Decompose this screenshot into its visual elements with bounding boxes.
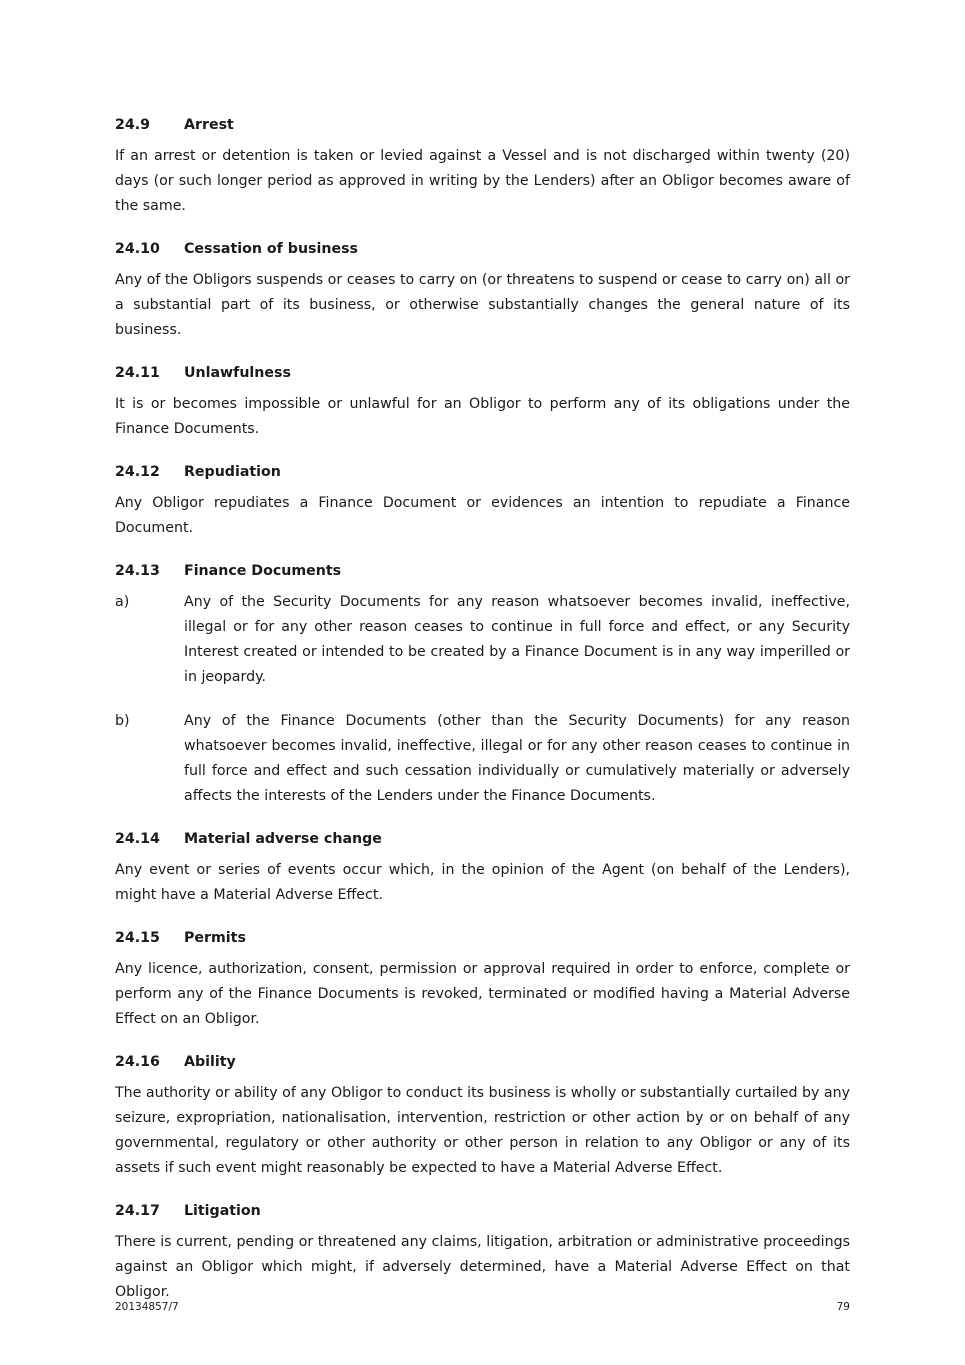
section-body: Any of the Obligors suspends or ceases to carry on (or threatens to suspend or cease to carry on) all or a substantial part of its business, or otherwise substantially changes the general nature of its business. xyxy=(115,272,850,338)
section-24-12 xyxy=(115,461,850,541)
list-item-label: a) xyxy=(115,594,130,610)
section-title: Arrest xyxy=(184,117,234,133)
section-body: Any Obligor repudiates a Finance Document or evidences an intention to repudiate a Finance Document. xyxy=(115,495,850,536)
section-24-16 xyxy=(115,1051,850,1181)
document-reference: 20134857/7 xyxy=(115,1301,179,1313)
section-body: It is or becomes impossible or unlawful for an Obligor to perform any of its obligations under the Finance Documents. xyxy=(115,396,850,437)
section-number: 24.9 xyxy=(115,117,151,133)
section-heading xyxy=(115,828,850,850)
section-number: 24.14 xyxy=(115,831,160,847)
section-heading xyxy=(115,114,850,136)
section-title: Ability xyxy=(184,1054,236,1070)
list-item-text: Any of the Security Documents for any reason whatsoever becomes invalid, ineffective, illegal or for any other reason ceases to continue in full force and effect, or any Security Interest created or intended to be created by a Finance Document is in any way imperilled or in jeopardy. xyxy=(184,594,850,685)
section-number: 24.17 xyxy=(115,1203,160,1219)
page-number: 79 xyxy=(836,1301,850,1313)
section-number: 24.12 xyxy=(115,464,160,480)
section-number: 24.11 xyxy=(115,365,160,381)
section-24-14 xyxy=(115,828,850,908)
section-title: Permits xyxy=(184,930,246,946)
section-number: 24.10 xyxy=(115,241,160,257)
section-heading xyxy=(115,560,850,582)
section-24-11 xyxy=(115,362,850,442)
section-24-9 xyxy=(115,114,850,219)
section-24-17 xyxy=(115,1200,850,1305)
section-number: 24.13 xyxy=(115,563,160,579)
list-item xyxy=(115,709,850,809)
section-heading xyxy=(115,927,850,949)
section-title: Repudiation xyxy=(184,464,281,480)
section-24-15 xyxy=(115,927,850,1032)
section-24-13 xyxy=(115,560,850,809)
section-title: Litigation xyxy=(184,1203,261,1219)
section-number: 24.16 xyxy=(115,1054,160,1070)
document-body xyxy=(115,114,850,1324)
section-body: Any licence, authorization, consent, permission or approval required in order to enforce, complete or perform any of the Finance Documents is revoked, terminated or modified having a Material Adverse Effect on an Obligor. xyxy=(115,961,850,1027)
list-item-text: Any of the Finance Documents (other than the Security Documents) for any reason whatsoever becomes invalid, ineffective, illegal or for any other reason ceases to continue in full force and effect and such cessation individually or cumulatively materially or adversely affects the interests of the Lenders under the Finance Documents. xyxy=(184,713,850,804)
page-footer xyxy=(115,1299,850,1315)
section-body: The authority or ability of any Obligor to conduct its business is wholly or substantially curtailed by any seizure, expropriation, nationalisation, intervention, restriction or other action by or on behalf of any governmental, regulatory or other authority or other person in relation to any Obligor or any of its assets if such event might reasonably be expected to have a Material Adverse Effect. xyxy=(115,1085,850,1176)
section-title: Material adverse change xyxy=(184,831,382,847)
section-number: 24.15 xyxy=(115,930,160,946)
section-title: Unlawfulness xyxy=(184,365,291,381)
section-heading xyxy=(115,461,850,483)
list-item xyxy=(115,590,850,690)
section-heading xyxy=(115,238,850,260)
section-body: Any event or series of events occur which, in the opinion of the Agent (on behalf of the Lenders), might have a Material Adverse Effect. xyxy=(115,862,850,903)
list-item-label: b) xyxy=(115,713,130,729)
section-heading xyxy=(115,362,850,384)
section-heading xyxy=(115,1200,850,1222)
section-body: If an arrest or detention is taken or levied against a Vessel and is not discharged within twenty (20) days (or such longer period as approved in writing by the Lenders) after an Obligor becomes aware of the same. xyxy=(115,148,850,214)
section-title: Finance Documents xyxy=(184,563,342,579)
section-title: Cessation of business xyxy=(184,241,358,257)
section-heading xyxy=(115,1051,850,1073)
section-24-10 xyxy=(115,238,850,343)
section-body: There is current, pending or threatened any claims, litigation, arbitration or administrative proceedings against an Obligor which might, if adversely determined, have a Material Adverse Effect on that Obligor. xyxy=(115,1234,850,1300)
